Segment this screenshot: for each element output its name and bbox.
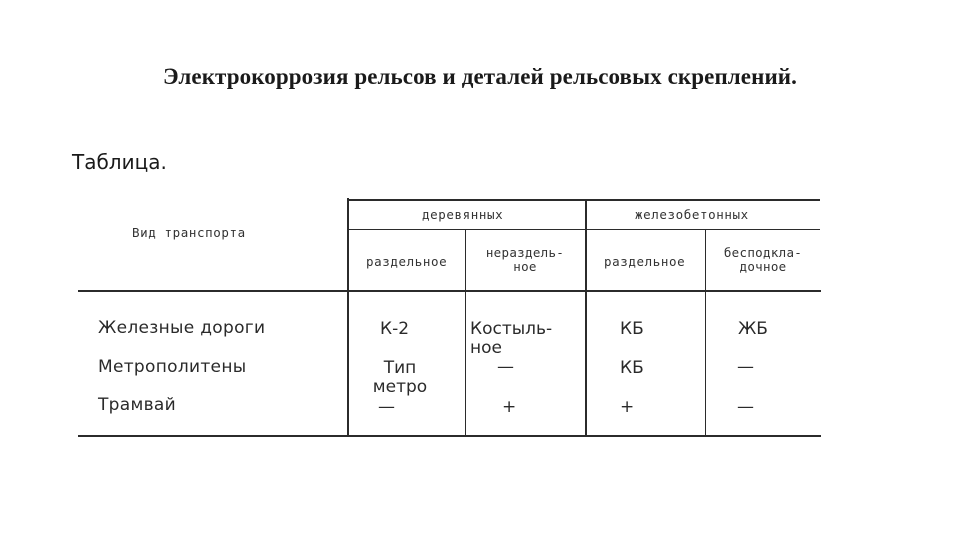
row-label-metro: Метрополитены	[98, 357, 247, 377]
slide-title: Электрокоррозия рельсов и деталей рельсовых скреплений.	[162, 64, 798, 89]
rule-v4	[705, 230, 706, 436]
rule-v1	[347, 198, 349, 436]
header-transport-type: Вид транспорта	[132, 225, 246, 240]
cell-railways-wood-combined: Костыль- ное	[470, 319, 553, 358]
cell-railways-concrete-padless: ЖБ	[738, 319, 768, 339]
cell-tram-concrete-separate: +	[620, 397, 635, 417]
cell-tram-concrete-padless: —	[737, 397, 754, 417]
rule-group	[348, 229, 820, 230]
cell-railways-wood-separate: К-2	[380, 319, 410, 339]
row-label-railways: Железные дороги	[98, 318, 266, 338]
subheader-concrete-padless: бесподкла- дочное	[723, 245, 803, 274]
row-label-tram: Трамвай	[98, 395, 177, 415]
rule-top	[348, 199, 820, 201]
subheader-concrete-separate: раздельное	[604, 254, 686, 269]
cell-metro-concrete-padless: —	[737, 357, 754, 377]
table-caption: Таблица.	[72, 150, 167, 174]
rule-v2	[465, 230, 466, 436]
cell-metro-wood-combined: —	[497, 357, 514, 377]
cell-metro-wood-separate: Тип метро	[372, 358, 428, 397]
subheader-wood-combined: нераздель- ное	[485, 245, 565, 274]
rule-bottom	[78, 435, 821, 437]
cell-railways-concrete-separate: КБ	[620, 319, 644, 339]
header-group-wood: деревянных	[422, 207, 504, 222]
rule-header-bottom	[78, 290, 821, 292]
cell-metro-concrete-separate: КБ	[620, 358, 644, 378]
subheader-wood-separate: раздельное	[366, 254, 448, 269]
rule-v3	[585, 200, 587, 436]
cell-tram-wood-combined: +	[502, 397, 517, 417]
cell-tram-wood-separate: —	[378, 397, 395, 417]
header-group-concrete: железобетонных	[635, 207, 749, 222]
